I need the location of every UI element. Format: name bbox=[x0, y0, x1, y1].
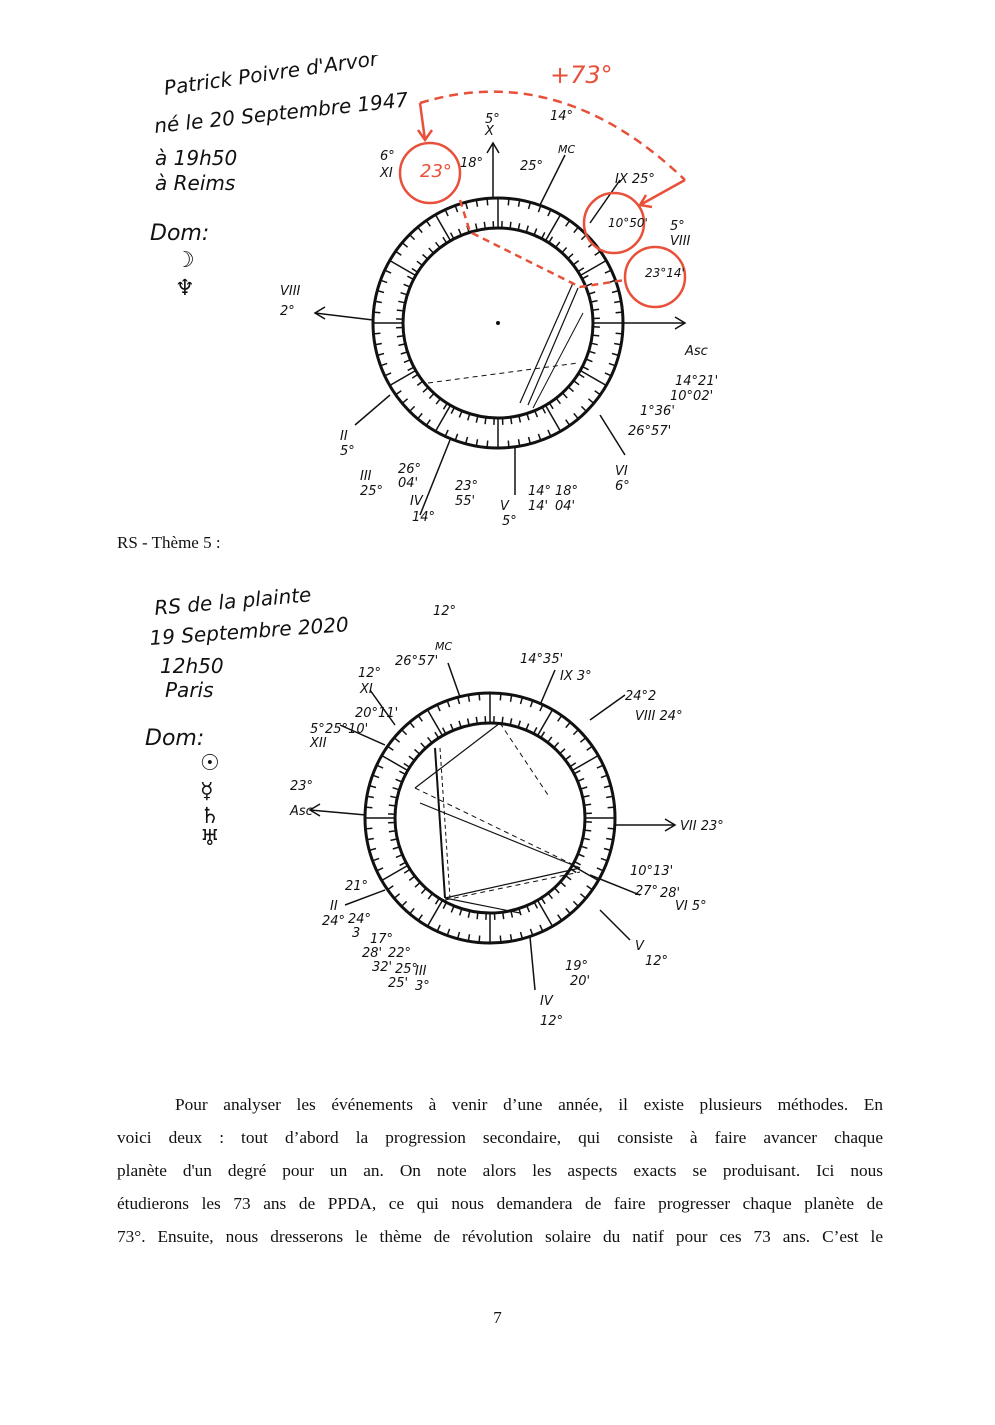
degree-tick bbox=[410, 235, 415, 240]
degree-tick bbox=[407, 276, 413, 279]
rs-label: 27° bbox=[635, 884, 659, 899]
degree-tick bbox=[582, 367, 588, 370]
degree-tick bbox=[443, 728, 446, 734]
degree-tick bbox=[428, 894, 432, 900]
degree-tick bbox=[417, 261, 423, 265]
natal-red-value: 23°14' bbox=[645, 266, 685, 280]
degree-tick bbox=[568, 387, 573, 392]
degree-tick bbox=[423, 387, 428, 392]
body-paragraph bbox=[117, 1088, 883, 1253]
degree-tick bbox=[584, 830, 591, 831]
degree-tick bbox=[451, 233, 454, 239]
rs-inner-ring bbox=[395, 723, 585, 913]
degree-tick bbox=[587, 886, 593, 890]
degree-tick bbox=[574, 413, 579, 418]
degree-tick bbox=[562, 248, 567, 253]
natal-note-place: à Reims bbox=[155, 171, 236, 195]
degree-tick bbox=[459, 721, 461, 728]
degree-tick bbox=[451, 407, 454, 413]
rs-note-title: RS de la plainte bbox=[153, 585, 313, 620]
sign-divider bbox=[538, 710, 553, 736]
rs-label: 32' bbox=[372, 960, 393, 975]
degree-tick bbox=[417, 381, 423, 385]
natal-red-value: 10°50' bbox=[608, 216, 648, 230]
degree-tick bbox=[421, 888, 426, 893]
degree-tick bbox=[443, 902, 446, 908]
natal-label: 04' bbox=[398, 476, 419, 491]
degree-tick bbox=[389, 831, 396, 832]
degree-tick bbox=[541, 898, 545, 904]
sign-divider bbox=[580, 261, 606, 276]
degree-tick bbox=[418, 413, 423, 418]
degree-tick bbox=[548, 893, 552, 899]
natal-chart-figure bbox=[130, 55, 730, 535]
degree-tick bbox=[412, 269, 418, 273]
degree-tick bbox=[389, 805, 396, 806]
natal-label: 14° bbox=[550, 109, 574, 124]
degree-tick bbox=[374, 312, 381, 313]
sign-divider bbox=[436, 405, 451, 431]
degree-tick bbox=[573, 730, 578, 735]
degree-tick bbox=[558, 716, 562, 722]
degree-tick bbox=[477, 912, 478, 919]
degree-tick bbox=[554, 743, 559, 748]
rs-dom-mercury-icon: ☿ bbox=[200, 779, 214, 804]
natal-center-dot bbox=[496, 321, 500, 325]
degree-tick bbox=[500, 694, 501, 701]
degree-tick bbox=[428, 737, 432, 743]
degree-tick bbox=[374, 333, 381, 334]
degree-tick bbox=[485, 417, 486, 424]
degree-tick bbox=[443, 237, 447, 243]
rs-label: 12° bbox=[645, 954, 669, 969]
sign-divider bbox=[382, 756, 408, 771]
rs-label: 20' bbox=[570, 974, 591, 989]
degree-tick bbox=[589, 292, 596, 294]
natal-label: 26° bbox=[398, 462, 422, 477]
degree-tick bbox=[510, 222, 511, 229]
natal-label: II bbox=[340, 429, 348, 444]
degree-tick bbox=[412, 374, 418, 378]
natal-note-name: Patrick Poivre d'Arvor bbox=[162, 55, 380, 100]
rs-label: 10°13' bbox=[630, 864, 674, 879]
degree-tick bbox=[404, 869, 410, 873]
rs-label: 19° bbox=[565, 959, 589, 974]
degree-tick bbox=[595, 251, 601, 255]
natal-label: 25° bbox=[520, 159, 544, 174]
degree-tick bbox=[503, 912, 504, 919]
sign-divider bbox=[436, 215, 451, 241]
degree-tick bbox=[401, 352, 408, 354]
rs-label: XII bbox=[310, 736, 327, 751]
natal-label: III bbox=[360, 469, 372, 484]
degree-tick bbox=[366, 828, 373, 829]
degree-tick bbox=[519, 909, 521, 916]
rs-label: 12° bbox=[540, 1014, 564, 1029]
degree-tick bbox=[548, 737, 552, 743]
natal-dom-neptune-icon: ♆ bbox=[175, 276, 195, 301]
degree-tick bbox=[404, 764, 410, 768]
rs-label: 21° bbox=[345, 879, 369, 894]
natal-dom-label: Dom: bbox=[150, 221, 210, 246]
degree-tick bbox=[582, 276, 588, 279]
rs-label: III bbox=[415, 964, 427, 979]
degree-tick bbox=[581, 787, 588, 789]
degree-tick bbox=[549, 237, 553, 243]
rs-label: 12° bbox=[433, 604, 457, 619]
natal-label: 10°02' bbox=[670, 389, 714, 404]
degree-tick bbox=[393, 847, 400, 849]
natal-chart-drawing bbox=[130, 55, 730, 535]
degree-tick bbox=[409, 876, 415, 880]
rs-dom-saturn-icon: ♄ bbox=[200, 804, 220, 829]
degree-tick bbox=[410, 406, 415, 411]
rs-label: 3° bbox=[415, 979, 430, 994]
degree-tick bbox=[508, 199, 509, 206]
degree-tick bbox=[396, 391, 402, 395]
degree-tick bbox=[487, 199, 488, 206]
rs-label: XI bbox=[360, 682, 373, 697]
solar-return-chart-drawing bbox=[130, 585, 750, 1045]
degree-tick bbox=[587, 746, 593, 750]
degree-tick bbox=[500, 936, 501, 943]
degree-tick bbox=[508, 441, 509, 448]
degree-tick bbox=[566, 876, 572, 880]
sign-divider bbox=[382, 866, 408, 881]
natal-label: 23° bbox=[455, 479, 479, 494]
degree-tick bbox=[397, 310, 404, 311]
degree-tick bbox=[479, 936, 480, 943]
rs-label: 23° bbox=[290, 779, 314, 794]
rs-label: VI 5° bbox=[675, 899, 707, 914]
degree-tick bbox=[402, 730, 407, 735]
degree-tick bbox=[541, 732, 545, 738]
natal-notes bbox=[150, 55, 410, 301]
natal-label: VIII bbox=[670, 234, 691, 249]
degree-tick bbox=[426, 420, 430, 426]
rs-note-date: 19 Septembre 2020 bbox=[148, 612, 350, 650]
degree-tick bbox=[410, 908, 415, 913]
paragraph-line-text: Pour analyser les événements à venir d’une année, il existe plusieurs méthodes. En bbox=[175, 1095, 883, 1114]
rs-label: 24° bbox=[348, 912, 372, 927]
degree-tick bbox=[408, 367, 414, 370]
rs-label: 20°11' bbox=[355, 706, 399, 721]
natal-labels bbox=[280, 109, 718, 529]
sign-divider bbox=[390, 371, 416, 386]
degree-tick bbox=[409, 756, 415, 760]
sign-divider bbox=[538, 900, 553, 926]
degree-tick bbox=[418, 915, 422, 921]
natal-red-value: 23° bbox=[420, 161, 452, 182]
natal-label: X bbox=[485, 124, 494, 139]
rs-label: 3 bbox=[352, 926, 361, 941]
paragraph-line: planète d'un degré pour un an. On note alors les aspects exacts se produisant. Ici nous bbox=[117, 1161, 883, 1180]
sign-divider bbox=[546, 215, 561, 241]
sign-divider bbox=[390, 261, 416, 276]
degree-tick bbox=[400, 862, 406, 865]
degree-tick bbox=[562, 393, 567, 398]
sign-divider bbox=[428, 710, 443, 736]
page-number: 7 bbox=[493, 1308, 502, 1327]
degree-tick bbox=[566, 908, 571, 913]
rs-label: 26°57' bbox=[395, 654, 439, 669]
natal-label: 26°57' bbox=[628, 424, 672, 439]
degree-tick bbox=[418, 716, 422, 722]
degree-tick bbox=[581, 406, 586, 411]
degree-tick bbox=[566, 221, 570, 227]
degree-tick bbox=[574, 862, 580, 865]
paragraph-line bbox=[117, 1088, 883, 1121]
natal-asc-label: 2° bbox=[280, 304, 295, 319]
rs-label: 14°35' bbox=[520, 652, 564, 667]
degree-tick bbox=[578, 374, 584, 378]
natal-label: 5° bbox=[340, 444, 355, 459]
degree-tick bbox=[592, 335, 599, 336]
degree-tick bbox=[394, 738, 399, 743]
degree-tick bbox=[421, 743, 426, 748]
rs-labels bbox=[289, 604, 724, 1029]
natal-label: 1°36' bbox=[640, 404, 675, 419]
degree-tick bbox=[568, 254, 573, 259]
degree-tick bbox=[566, 722, 571, 727]
degree-tick bbox=[484, 222, 485, 229]
degree-tick bbox=[570, 763, 576, 767]
rs-label: IV bbox=[540, 994, 553, 1009]
solar-return-chart-figure bbox=[130, 585, 750, 1045]
plus-73-annotation: +73° bbox=[550, 61, 613, 89]
rs-label: II bbox=[330, 899, 338, 914]
rs-label: 24° bbox=[322, 914, 346, 929]
degree-tick bbox=[558, 915, 562, 921]
natal-label: 6° bbox=[380, 149, 395, 164]
degree-tick bbox=[584, 804, 591, 805]
degree-tick bbox=[436, 242, 440, 248]
natal-label: 5° bbox=[502, 514, 517, 529]
degree-tick bbox=[560, 882, 565, 887]
natal-note-date: né le 20 Septembre 1947 bbox=[153, 87, 410, 138]
rs-label: 17° bbox=[370, 932, 394, 947]
degree-tick bbox=[574, 381, 580, 385]
rs-wheel bbox=[365, 693, 615, 943]
degree-tick bbox=[366, 807, 373, 808]
degree-tick bbox=[423, 254, 428, 259]
natal-label: VI bbox=[615, 464, 628, 479]
degree-tick bbox=[595, 391, 601, 395]
sign-divider bbox=[580, 371, 606, 386]
natal-label: 14° bbox=[412, 510, 436, 525]
natal-label: IV bbox=[410, 494, 423, 509]
natal-label: IX 25° bbox=[615, 172, 655, 187]
rs-label: 28' bbox=[660, 886, 681, 901]
degree-tick bbox=[397, 336, 404, 337]
natal-label: XI bbox=[380, 166, 393, 181]
natal-dom-moon-icon: ☽ bbox=[175, 248, 195, 273]
natal-label: 5° bbox=[485, 112, 500, 127]
degree-tick bbox=[418, 227, 423, 232]
degree-tick bbox=[415, 882, 420, 887]
degree-tick bbox=[573, 261, 579, 265]
rs-label: 28' bbox=[362, 946, 383, 961]
degree-tick bbox=[580, 894, 585, 899]
rs-label: IX 3° bbox=[560, 669, 592, 684]
natal-label: 04' bbox=[555, 499, 576, 514]
degree-tick bbox=[479, 694, 480, 701]
degree-tick bbox=[502, 717, 503, 724]
sign-divider bbox=[428, 900, 443, 926]
rs-dom-uranus-icon: ♅ bbox=[200, 826, 220, 851]
degree-tick bbox=[542, 232, 545, 238]
rs-label: V bbox=[635, 939, 644, 954]
degree-tick bbox=[556, 242, 560, 248]
degree-tick bbox=[396, 251, 402, 255]
degree-tick bbox=[574, 771, 580, 774]
rs-dom-sun-icon: ☉ bbox=[200, 751, 220, 776]
degree-tick bbox=[554, 888, 559, 893]
natal-mc-label: MC bbox=[558, 143, 576, 156]
rs-note-time: 12h50 bbox=[160, 654, 224, 678]
degree-tick bbox=[556, 398, 560, 404]
degree-tick bbox=[534, 727, 537, 733]
degree-tick bbox=[511, 417, 512, 424]
degree-tick bbox=[429, 248, 434, 253]
degree-tick bbox=[476, 717, 477, 724]
degree-tick bbox=[435, 732, 439, 738]
degree-tick bbox=[402, 399, 407, 404]
natal-label: 14' bbox=[528, 499, 549, 514]
rs-label: VIII 24° bbox=[635, 709, 683, 724]
degree-tick bbox=[388, 746, 394, 750]
degree-tick bbox=[487, 441, 488, 448]
natal-label: 6° bbox=[615, 479, 630, 494]
degree-tick bbox=[608, 828, 615, 829]
degree-tick bbox=[436, 898, 440, 904]
natal-label: 5° bbox=[670, 219, 685, 234]
natal-note-time: à 19h50 bbox=[155, 146, 238, 170]
degree-tick bbox=[608, 807, 615, 808]
degree-tick bbox=[402, 901, 407, 906]
rs-mc-label: MC bbox=[435, 640, 453, 653]
rs-note-place: Paris bbox=[165, 678, 214, 702]
rs-label: 12° bbox=[358, 666, 382, 681]
degree-tick bbox=[542, 407, 545, 413]
degree-tick bbox=[436, 399, 440, 405]
rs-label: 22° bbox=[388, 946, 412, 961]
degree-tick bbox=[588, 399, 593, 404]
degree-tick bbox=[592, 309, 599, 310]
rs-label: 25° bbox=[395, 962, 419, 977]
degree-tick bbox=[574, 227, 579, 232]
rs-label: 24°2 bbox=[625, 689, 657, 704]
degree-tick bbox=[573, 901, 578, 906]
paragraph-line: étudierons les 73 ans de PPDA, ce qui nous demandera de faire progresser chaque planète de bbox=[117, 1194, 883, 1213]
sign-divider bbox=[546, 405, 561, 431]
degree-tick bbox=[616, 333, 623, 334]
degree-tick bbox=[565, 756, 571, 760]
degree-tick bbox=[394, 894, 399, 899]
degree-tick bbox=[415, 749, 420, 754]
degree-tick bbox=[426, 221, 430, 227]
paragraph-line: voici deux : tout d’abord la progression secondaire, qui consiste à faire avancer chaque bbox=[117, 1128, 883, 1147]
natal-label: V bbox=[500, 499, 509, 514]
natal-label: 14° bbox=[528, 484, 552, 499]
natal-label: 55' bbox=[455, 494, 476, 509]
rs-label: 25' bbox=[388, 976, 409, 991]
rs-dom-label: Dom: bbox=[145, 726, 205, 751]
degree-tick bbox=[566, 420, 570, 426]
natal-label: 18° bbox=[460, 156, 484, 171]
degree-tick bbox=[399, 771, 405, 774]
degree-tick bbox=[560, 749, 565, 754]
natal-label: 25° bbox=[360, 484, 384, 499]
degree-tick bbox=[429, 393, 434, 398]
degree-tick bbox=[549, 403, 553, 409]
degree-tick bbox=[388, 886, 394, 890]
degree-tick bbox=[402, 243, 407, 248]
rs-asc-label: Asc bbox=[290, 804, 313, 819]
degree-tick bbox=[578, 268, 584, 272]
degree-tick bbox=[527, 414, 529, 421]
rs-label: VII 23° bbox=[680, 819, 724, 834]
degree-tick bbox=[410, 722, 415, 727]
degree-tick bbox=[534, 902, 537, 908]
natal-label: 18° bbox=[555, 484, 579, 499]
paragraph-line: 73°. Ensuite, nous dresserons le thème de révolution solaire du natif pour ces 73 ans. C’est le bbox=[117, 1227, 883, 1246]
rs-label: 25°10' bbox=[325, 722, 369, 737]
figure-caption: RS - Thème 5 : bbox=[117, 533, 221, 552]
degree-tick bbox=[580, 738, 585, 743]
natal-label: VIII bbox=[280, 284, 301, 299]
sign-divider bbox=[572, 756, 598, 771]
rs-label: 5° bbox=[310, 722, 325, 737]
natal-label: 14°21' bbox=[675, 374, 719, 389]
natal-label: Asc bbox=[685, 344, 708, 359]
degree-tick bbox=[444, 403, 448, 409]
sign-divider bbox=[572, 866, 598, 881]
degree-tick bbox=[616, 312, 623, 313]
